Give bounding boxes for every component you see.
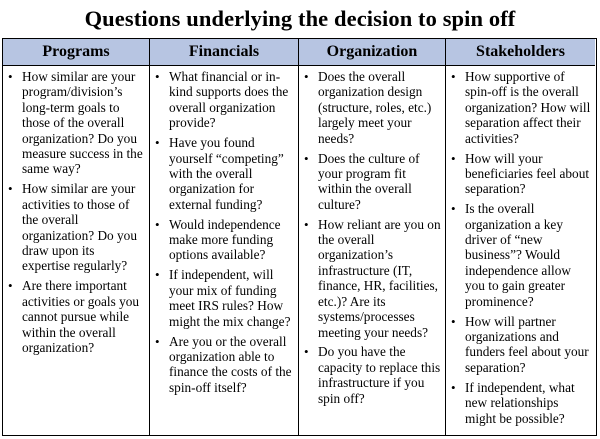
list-item — [154, 334, 294, 396]
column-stakeholders — [446, 39, 595, 435]
list-item — [450, 380, 591, 426]
list-item — [303, 344, 441, 406]
question-text: If independent, what new relationships might be possible? — [465, 379, 575, 426]
question-text: How similar are your activities to those of the overall organization? Do you draw upon its expertise regularly? — [22, 181, 137, 274]
bullet-icon: • — [451, 379, 456, 395]
bullet-icon: • — [451, 201, 456, 217]
bullet-icon: • — [155, 216, 160, 232]
list-item — [7, 69, 145, 177]
bullet-icon: • — [451, 69, 456, 84]
bullet-icon: • — [155, 69, 160, 84]
bullet-icon: • — [8, 278, 13, 294]
bullet-icon: • — [304, 69, 309, 84]
list-item — [450, 69, 591, 146]
column-programs — [3, 39, 150, 435]
list-item — [7, 181, 145, 273]
question-text: Have you found yourself “competing” with the overall organization for external funding? — [169, 135, 284, 212]
column-header-stakeholders: Stakeholders — [446, 39, 595, 66]
question-text: Do you have the capacity to replace this infrastructure if you spin off? — [318, 344, 441, 406]
list-item — [303, 151, 441, 213]
bullet-icon: • — [304, 150, 309, 166]
list-item — [450, 151, 591, 197]
question-text: Are you or the overall organization able to finance the costs of the spin-off itself? — [169, 333, 292, 395]
list-item — [450, 314, 591, 376]
bullet-icon: • — [451, 313, 456, 329]
question-list-programs — [3, 66, 149, 355]
list-item — [154, 267, 294, 329]
question-text: How reliant are you on the overall organization’s infrastructure (IT, finance, HR, facilities, etc.)? Are its systems/processes meeting your needs? — [318, 216, 441, 340]
question-text: Would independence make more funding options available? — [169, 216, 281, 263]
question-text: If independent, will your mix of funding meet IRS rules? How might the mix change? — [169, 267, 291, 329]
page-title: Questions underlying the decision to spin off — [84, 6, 516, 31]
column-organization — [299, 39, 446, 435]
question-list-organization — [299, 66, 445, 406]
question-text: Is the overall organization a key driver of “new business”? Would independence allow you to gain greater prominence? — [465, 201, 571, 309]
list-item — [303, 69, 441, 146]
list-item — [154, 217, 294, 263]
bullet-icon: • — [304, 344, 309, 360]
bullet-icon: • — [451, 150, 456, 166]
bullet-icon: • — [304, 216, 309, 232]
list-item — [154, 69, 294, 131]
bullet-icon: • — [8, 69, 13, 84]
question-text: How will your beneficiaries feel about separation? — [465, 150, 590, 197]
list-item — [450, 201, 591, 309]
question-text: Are there important activities or goals you cannot pursue while within the overall organization? — [22, 278, 140, 355]
question-list-financials — [150, 66, 298, 395]
bullet-icon: • — [155, 267, 160, 283]
column-header-programs: Programs — [3, 39, 149, 66]
question-text: Does the overall organization design (structure, roles, etc.) largely meet your needs? — [318, 69, 432, 146]
column-header-financials: Financials — [150, 39, 298, 66]
question-text: How will partner organizations and funders feel about your separation? — [465, 313, 589, 375]
question-text: What financial or in-kind supports does the overall organization provide? — [169, 69, 289, 131]
bullet-icon: • — [8, 181, 13, 197]
list-item — [303, 217, 441, 340]
question-text: How similar are your program/division’s long-term goals to those of the overall organization? Do you measure success in the same way? — [22, 69, 143, 177]
bullet-icon: • — [155, 135, 160, 151]
question-text: Does the culture of your program fit within the overall culture? — [318, 150, 420, 212]
bullet-icon: • — [155, 333, 160, 349]
question-list-stakeholders — [446, 66, 595, 426]
column-financials — [150, 39, 299, 435]
column-header-organization: Organization — [299, 39, 445, 66]
questions-table — [2, 38, 597, 436]
question-text: How supportive of spin-off is the overall organization? How will separation affect their activities? — [465, 69, 591, 146]
list-item — [7, 278, 145, 355]
list-item — [154, 135, 294, 212]
